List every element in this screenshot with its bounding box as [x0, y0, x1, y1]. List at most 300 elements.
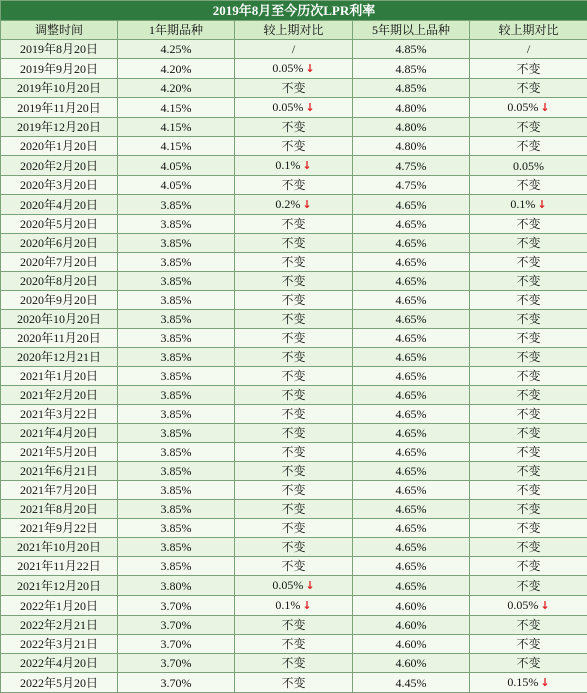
- cell-5y-change: [470, 156, 587, 176]
- cell-1y-rate-text: 3.85%: [161, 255, 192, 269]
- cell-1y-change: [235, 616, 353, 635]
- cell-5y-rate-text: 4.60%: [396, 656, 427, 670]
- cell-1y-change: [235, 137, 353, 156]
- cell-5y-change: [470, 405, 587, 424]
- cell-1y-change-text: 0.1%: [275, 598, 300, 612]
- cell-date: [1, 310, 118, 329]
- cell-5y-rate: [353, 538, 470, 557]
- cell-5y-rate: [353, 673, 470, 693]
- cell-date: [1, 635, 118, 654]
- cell-date-text: 2021年2月20日: [20, 388, 98, 402]
- table-row: [1, 118, 587, 137]
- cell-1y-rate: [118, 272, 235, 291]
- cell-1y-change-text: 不变: [281, 236, 305, 250]
- cell-5y-rate-text: 4.65%: [396, 483, 427, 497]
- cell-1y-change-text: 不变: [281, 637, 305, 651]
- table-row: [1, 367, 587, 386]
- cell-date-text: 2022年3月21日: [20, 637, 98, 651]
- cell-5y-rate: [353, 635, 470, 654]
- cell-5y-rate-text: 4.75%: [396, 159, 427, 173]
- cell-1y-rate: [118, 310, 235, 329]
- cell-1y-change: [235, 654, 353, 673]
- cell-1y-rate-text: 3.70%: [161, 618, 192, 632]
- cell-5y-change-text: 不变: [516, 483, 540, 497]
- cell-1y-change-text: 不变: [281, 293, 305, 307]
- cell-1y-rate: [118, 118, 235, 137]
- header-5y-rate: 5年期以上品种: [353, 21, 470, 40]
- cell-date: [1, 481, 118, 500]
- cell-1y-change-text: 不变: [281, 483, 305, 497]
- cell-5y-rate-text: 4.65%: [396, 540, 427, 554]
- cell-5y-change-text: 不变: [516, 331, 540, 345]
- cell-5y-rate: [353, 98, 470, 118]
- cell-date: [1, 500, 118, 519]
- cell-1y-change: [235, 386, 353, 405]
- cell-1y-rate: [118, 673, 235, 693]
- cell-1y-rate: [118, 654, 235, 673]
- cell-1y-rate-text: 3.70%: [161, 637, 192, 651]
- cell-5y-rate: [353, 59, 470, 79]
- cell-1y-rate-text: 3.70%: [161, 656, 192, 670]
- cell-date: [1, 98, 118, 118]
- arrow-down-icon: ↓: [302, 599, 311, 612]
- cell-1y-rate: [118, 386, 235, 405]
- cell-date-text: 2020年9月20日: [20, 293, 98, 307]
- cell-5y-rate-text: 4.65%: [396, 217, 427, 231]
- table-row: [1, 348, 587, 367]
- cell-5y-rate-text: 4.65%: [396, 293, 427, 307]
- cell-date: [1, 137, 118, 156]
- cell-5y-rate-text: 4.65%: [396, 502, 427, 516]
- table-row: [1, 156, 587, 176]
- cell-1y-rate-text: 3.70%: [161, 599, 192, 613]
- cell-1y-rate: [118, 79, 235, 98]
- cell-1y-rate-text: 3.85%: [161, 198, 192, 212]
- cell-5y-change: [470, 635, 587, 654]
- cell-1y-change-text: 0.2%: [275, 197, 300, 211]
- cell-5y-change-text: 不变: [516, 81, 540, 95]
- table-title-row: [1, 1, 587, 21]
- cell-5y-rate-text: 4.65%: [396, 426, 427, 440]
- cell-1y-change-text: 不变: [281, 331, 305, 345]
- cell-1y-change: [235, 405, 353, 424]
- cell-1y-change: [235, 272, 353, 291]
- header-1y-change: 较上期对比: [235, 21, 353, 40]
- cell-5y-change: [470, 176, 587, 195]
- cell-1y-change-text: 不变: [281, 312, 305, 326]
- cell-date: [1, 40, 118, 59]
- cell-1y-change-text: 不变: [281, 369, 305, 383]
- cell-5y-change-text: 不变: [516, 637, 540, 651]
- cell-1y-change: [235, 98, 353, 118]
- cell-1y-rate-text: 4.15%: [161, 139, 192, 153]
- cell-date: [1, 59, 118, 79]
- cell-date-text: 2021年8月20日: [20, 502, 98, 516]
- cell-5y-rate: [353, 443, 470, 462]
- cell-5y-change-text: 不变: [516, 120, 540, 134]
- cell-date-text: 2020年2月20日: [20, 159, 98, 173]
- cell-1y-rate-text: 3.80%: [161, 579, 192, 593]
- cell-1y-rate: [118, 481, 235, 500]
- cell-1y-rate: [118, 348, 235, 367]
- cell-date: [1, 118, 118, 137]
- cell-date: [1, 557, 118, 576]
- table-row: [1, 538, 587, 557]
- cell-5y-change: [470, 462, 587, 481]
- cell-5y-rate-text: 4.80%: [396, 101, 427, 115]
- cell-5y-change: [470, 481, 587, 500]
- cell-5y-change-text: 不变: [516, 236, 540, 250]
- table-row: [1, 176, 587, 195]
- arrow-down-icon: ↓: [305, 101, 314, 114]
- cell-5y-change-text: 不变: [516, 178, 540, 192]
- cell-date: [1, 386, 118, 405]
- cell-5y-change: [470, 500, 587, 519]
- cell-1y-change: [235, 291, 353, 310]
- cell-5y-change-text: 不变: [516, 350, 540, 364]
- cell-5y-rate: [353, 500, 470, 519]
- cell-1y-change: [235, 596, 353, 616]
- cell-1y-change-text: 不变: [281, 656, 305, 670]
- cell-5y-change-text: 0.05%: [507, 100, 538, 114]
- table-row: [1, 654, 587, 673]
- table-row: [1, 79, 587, 98]
- cell-5y-rate: [353, 118, 470, 137]
- cell-5y-rate-text: 4.65%: [396, 312, 427, 326]
- cell-5y-rate-text: 4.65%: [396, 369, 427, 383]
- cell-1y-change-text: /: [292, 42, 295, 56]
- cell-date-text: 2020年8月20日: [20, 274, 98, 288]
- cell-1y-change: [235, 310, 353, 329]
- cell-1y-rate-text: 3.85%: [161, 407, 192, 421]
- cell-5y-rate: [353, 195, 470, 215]
- cell-1y-change: [235, 462, 353, 481]
- cell-1y-change: [235, 538, 353, 557]
- cell-1y-rate: [118, 291, 235, 310]
- cell-1y-rate-text: 3.85%: [161, 350, 192, 364]
- cell-1y-change-text: 不变: [281, 502, 305, 516]
- cell-5y-change-text: 不变: [516, 293, 540, 307]
- cell-1y-rate-text: 4.25%: [161, 42, 192, 56]
- cell-5y-change-text: 不变: [516, 540, 540, 554]
- cell-date: [1, 596, 118, 616]
- cell-1y-rate: [118, 137, 235, 156]
- cell-date-text: 2020年11月20日: [17, 331, 101, 345]
- arrow-down-icon: ↓: [302, 198, 311, 211]
- arrow-down-icon: ↓: [540, 676, 549, 689]
- cell-1y-rate-text: 3.85%: [161, 331, 192, 345]
- cell-5y-rate: [353, 654, 470, 673]
- cell-5y-change: [470, 329, 587, 348]
- table-row: [1, 673, 587, 693]
- cell-1y-change-text: 不变: [281, 407, 305, 421]
- cell-1y-change: [235, 519, 353, 538]
- cell-date: [1, 424, 118, 443]
- cell-5y-rate: [353, 310, 470, 329]
- cell-1y-change-text: 不变: [281, 540, 305, 554]
- cell-date-text: 2020年6月20日: [20, 236, 98, 250]
- cell-1y-rate: [118, 176, 235, 195]
- cell-1y-rate: [118, 500, 235, 519]
- cell-5y-change: [470, 538, 587, 557]
- cell-1y-change-text: 0.05%: [272, 100, 303, 114]
- cell-date: [1, 443, 118, 462]
- cell-5y-change: [470, 291, 587, 310]
- table-row: [1, 443, 587, 462]
- cell-5y-rate: [353, 386, 470, 405]
- cell-1y-change-text: 不变: [281, 217, 305, 231]
- cell-1y-change: [235, 118, 353, 137]
- cell-1y-rate: [118, 424, 235, 443]
- cell-5y-rate-text: 4.65%: [396, 236, 427, 250]
- cell-date-text: 2019年8月20日: [20, 42, 98, 56]
- cell-5y-rate-text: 4.65%: [396, 350, 427, 364]
- cell-1y-rate: [118, 329, 235, 348]
- cell-5y-change: [470, 253, 587, 272]
- cell-5y-change-text: 不变: [516, 656, 540, 670]
- cell-1y-rate: [118, 635, 235, 654]
- cell-5y-rate-text: 4.65%: [396, 331, 427, 345]
- cell-1y-change-text: 不变: [281, 350, 305, 364]
- cell-5y-change: [470, 576, 587, 596]
- cell-5y-change: [470, 557, 587, 576]
- table-row: [1, 310, 587, 329]
- cell-5y-rate-text: 4.60%: [396, 637, 427, 651]
- cell-5y-change: [470, 215, 587, 234]
- cell-5y-rate: [353, 40, 470, 59]
- cell-1y-change: [235, 59, 353, 79]
- cell-date: [1, 234, 118, 253]
- cell-1y-change: [235, 329, 353, 348]
- cell-1y-change-text: 不变: [281, 178, 305, 192]
- cell-1y-rate-text: 3.85%: [161, 521, 192, 535]
- cell-1y-change: [235, 79, 353, 98]
- cell-5y-rate: [353, 462, 470, 481]
- table-row: [1, 98, 587, 118]
- cell-1y-rate-text: 3.85%: [161, 559, 192, 573]
- cell-5y-change-text: 不变: [516, 312, 540, 326]
- table-row: [1, 253, 587, 272]
- cell-5y-change: [470, 310, 587, 329]
- cell-1y-change-text: 不变: [281, 618, 305, 632]
- cell-1y-change-text: 不变: [281, 255, 305, 269]
- cell-date: [1, 616, 118, 635]
- cell-date-text: 2020年12月21日: [17, 350, 101, 364]
- cell-date: [1, 195, 118, 215]
- cell-1y-change-text: 不变: [281, 521, 305, 535]
- cell-1y-rate-text: 4.20%: [161, 81, 192, 95]
- cell-1y-rate-text: 4.15%: [161, 101, 192, 115]
- table-row: [1, 424, 587, 443]
- cell-5y-rate-text: 4.85%: [396, 81, 427, 95]
- cell-date: [1, 367, 118, 386]
- cell-1y-change-text: 不变: [281, 274, 305, 288]
- header-1y-rate: 1年期品种: [118, 21, 235, 40]
- cell-date-text: 2021年7月20日: [20, 483, 98, 497]
- cell-5y-rate: [353, 253, 470, 272]
- cell-5y-change: [470, 654, 587, 673]
- arrow-down-icon: ↓: [540, 599, 549, 612]
- cell-5y-change: [470, 596, 587, 616]
- cell-1y-change: [235, 234, 353, 253]
- cell-date-text: 2021年10月20日: [17, 540, 101, 554]
- cell-5y-rate: [353, 405, 470, 424]
- cell-5y-change-text: 0.15%: [507, 675, 538, 689]
- cell-date: [1, 272, 118, 291]
- cell-date-text: 2021年9月22日: [20, 521, 98, 535]
- cell-5y-change: [470, 367, 587, 386]
- cell-1y-change-text: 不变: [281, 445, 305, 459]
- cell-1y-rate: [118, 519, 235, 538]
- cell-1y-change-text: 不变: [281, 676, 305, 690]
- cell-5y-change-text: 不变: [516, 521, 540, 535]
- cell-1y-rate-text: 3.85%: [161, 483, 192, 497]
- cell-1y-change: [235, 557, 353, 576]
- cell-date-text: 2022年5月20日: [20, 676, 98, 690]
- cell-date-text: 2021年5月20日: [20, 445, 98, 459]
- cell-1y-change-text: 0.1%: [275, 158, 300, 172]
- table-row: [1, 405, 587, 424]
- cell-5y-rate-text: 4.80%: [396, 120, 427, 134]
- cell-5y-change-text: 不变: [516, 559, 540, 573]
- table-row: [1, 386, 587, 405]
- arrow-down-icon: ↓: [537, 198, 546, 211]
- cell-5y-change-text: 不变: [516, 618, 540, 632]
- cell-date-text: 2022年2月21日: [20, 618, 98, 632]
- cell-5y-rate: [353, 616, 470, 635]
- cell-5y-change-text: 不变: [516, 255, 540, 269]
- cell-5y-rate: [353, 557, 470, 576]
- cell-5y-rate: [353, 137, 470, 156]
- cell-1y-rate: [118, 98, 235, 118]
- cell-5y-change-text: 不变: [516, 579, 540, 593]
- cell-date: [1, 538, 118, 557]
- table-row: [1, 291, 587, 310]
- cell-5y-change: [470, 234, 587, 253]
- cell-5y-change: [470, 386, 587, 405]
- cell-1y-rate-text: 3.85%: [161, 369, 192, 383]
- cell-1y-rate: [118, 195, 235, 215]
- cell-date-text: 2019年11月20日: [17, 101, 101, 115]
- cell-5y-change: [470, 118, 587, 137]
- cell-5y-rate-text: 4.65%: [396, 559, 427, 573]
- cell-1y-change: [235, 176, 353, 195]
- cell-5y-rate-text: 4.75%: [396, 178, 427, 192]
- cell-5y-change: [470, 98, 587, 118]
- cell-5y-rate: [353, 79, 470, 98]
- cell-5y-rate-text: 4.85%: [396, 42, 427, 56]
- cell-1y-rate: [118, 538, 235, 557]
- cell-5y-change-text: 不变: [516, 445, 540, 459]
- cell-5y-rate-text: 4.45%: [396, 676, 427, 690]
- cell-1y-rate: [118, 215, 235, 234]
- cell-5y-change: [470, 59, 587, 79]
- table-row: [1, 481, 587, 500]
- cell-5y-rate-text: 4.65%: [396, 388, 427, 402]
- cell-1y-change: [235, 40, 353, 59]
- cell-date-text: 2021年11月22日: [17, 559, 101, 573]
- cell-date: [1, 462, 118, 481]
- cell-date: [1, 405, 118, 424]
- cell-date-text: 2021年6月21日: [20, 464, 98, 478]
- cell-5y-change-text: 不变: [516, 369, 540, 383]
- cell-1y-rate-text: 3.85%: [161, 274, 192, 288]
- cell-5y-change: [470, 40, 587, 59]
- cell-5y-rate: [353, 367, 470, 386]
- cell-5y-rate-text: 4.65%: [396, 274, 427, 288]
- cell-1y-rate: [118, 616, 235, 635]
- cell-1y-rate: [118, 576, 235, 596]
- cell-5y-change-text: 不变: [516, 139, 540, 153]
- cell-5y-change: [470, 137, 587, 156]
- cell-5y-change: [470, 272, 587, 291]
- table-row: [1, 519, 587, 538]
- cell-1y-rate-text: 3.70%: [161, 676, 192, 690]
- table-header-row: [1, 21, 587, 40]
- cell-1y-rate-text: 3.85%: [161, 426, 192, 440]
- cell-5y-rate: [353, 519, 470, 538]
- table-row: [1, 215, 587, 234]
- cell-5y-rate: [353, 234, 470, 253]
- cell-5y-change-text: 不变: [516, 502, 540, 516]
- cell-date-text: 2020年4月20日: [20, 198, 98, 212]
- cell-5y-change-text: /: [527, 42, 530, 56]
- cell-1y-change: [235, 443, 353, 462]
- cell-1y-change-text: 不变: [281, 559, 305, 573]
- arrow-down-icon: ↓: [302, 159, 311, 172]
- cell-5y-rate: [353, 481, 470, 500]
- cell-5y-rate: [353, 291, 470, 310]
- table-row: [1, 329, 587, 348]
- cell-1y-rate: [118, 462, 235, 481]
- cell-1y-rate-text: 3.85%: [161, 464, 192, 478]
- cell-5y-change-text: 不变: [516, 426, 540, 440]
- cell-1y-change-text: 0.05%: [272, 578, 303, 592]
- table-row: [1, 462, 587, 481]
- cell-1y-change: [235, 576, 353, 596]
- cell-date-text: 2020年3月20日: [20, 178, 98, 192]
- cell-1y-rate-text: 3.85%: [161, 217, 192, 231]
- cell-5y-rate-text: 4.60%: [396, 599, 427, 613]
- cell-1y-rate-text: 4.05%: [161, 178, 192, 192]
- cell-1y-change: [235, 215, 353, 234]
- cell-1y-change-text: 不变: [281, 139, 305, 153]
- cell-1y-change: [235, 500, 353, 519]
- cell-5y-rate-text: 4.65%: [396, 445, 427, 459]
- cell-1y-rate-text: 3.85%: [161, 388, 192, 402]
- cell-date: [1, 576, 118, 596]
- table-body: [1, 40, 587, 693]
- cell-1y-rate-text: 3.85%: [161, 236, 192, 250]
- cell-1y-rate: [118, 367, 235, 386]
- table-title: 2019年8月至今历次LPR利率: [1, 1, 587, 21]
- cell-date-text: 2019年10月20日: [17, 81, 101, 95]
- cell-date-text: 2021年1月20日: [20, 369, 98, 383]
- table-row: [1, 500, 587, 519]
- cell-date: [1, 253, 118, 272]
- arrow-down-icon: ↓: [305, 62, 314, 75]
- table-row: [1, 272, 587, 291]
- cell-date: [1, 176, 118, 195]
- arrow-down-icon: ↓: [305, 579, 314, 592]
- cell-1y-rate-text: 3.85%: [161, 502, 192, 516]
- cell-1y-rate-text: 3.85%: [161, 312, 192, 326]
- cell-1y-change-text: 不变: [281, 120, 305, 134]
- cell-date: [1, 291, 118, 310]
- cell-5y-change-text: 不变: [516, 464, 540, 478]
- table-row: [1, 59, 587, 79]
- table-row: [1, 576, 587, 596]
